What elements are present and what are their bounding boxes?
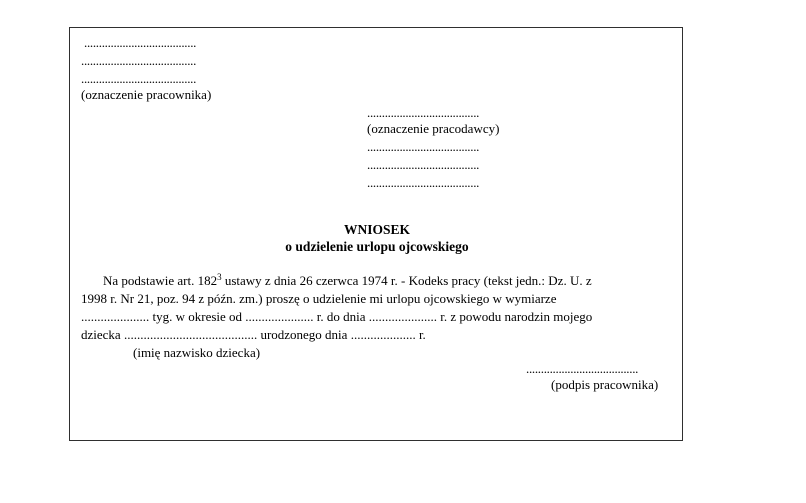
body-line-1-end: ustawy z dnia 26 czerwca 1974 r. - Kodeks pracy (tekst jedn.: Dz. U. z bbox=[221, 273, 592, 288]
employee-label: (oznaczenie pracownika) bbox=[81, 87, 212, 102]
employee-line-1: ...................................... bbox=[84, 35, 197, 50]
employee-line-3: ....................................... bbox=[81, 71, 197, 86]
employer-line-2: ...................................... bbox=[367, 157, 480, 172]
document-page bbox=[69, 27, 683, 441]
body-line-2: 1998 r. Nr 21, poz. 94 z późn. zm.) proszę o udzielenie mi urlopu ojcowskiego w wymiarze bbox=[81, 291, 557, 306]
signature-line: ...................................... bbox=[526, 361, 639, 376]
body-line-3: ..................... tyg. w okresie od ..................... r. do dnia ..................... r. z powodu narodzin mojego bbox=[81, 309, 593, 324]
employer-line-1: ...................................... bbox=[367, 139, 480, 154]
document-title: WNIOSEK bbox=[343, 222, 411, 237]
signature-label: (podpis pracownika) bbox=[551, 377, 659, 392]
employee-line-2: ....................................... bbox=[81, 53, 197, 68]
employer-line-3: ...................................... bbox=[367, 175, 480, 190]
article-superscript: 3 bbox=[217, 272, 222, 282]
child-name-label: (imię nazwisko dziecka) bbox=[133, 345, 261, 360]
body-line-1-start: Na podstawie art. 182 bbox=[103, 273, 218, 288]
employer-line-top: ...................................... bbox=[367, 105, 480, 120]
body-line-4: dziecka ......................................... urodzonego dnia .................... r. bbox=[81, 327, 426, 342]
employer-label: (oznaczenie pracodawcy) bbox=[367, 121, 500, 136]
document-subtitle: o udzielenie urlopu ojcowskiego bbox=[285, 239, 469, 254]
body-line-1 bbox=[103, 273, 592, 290]
